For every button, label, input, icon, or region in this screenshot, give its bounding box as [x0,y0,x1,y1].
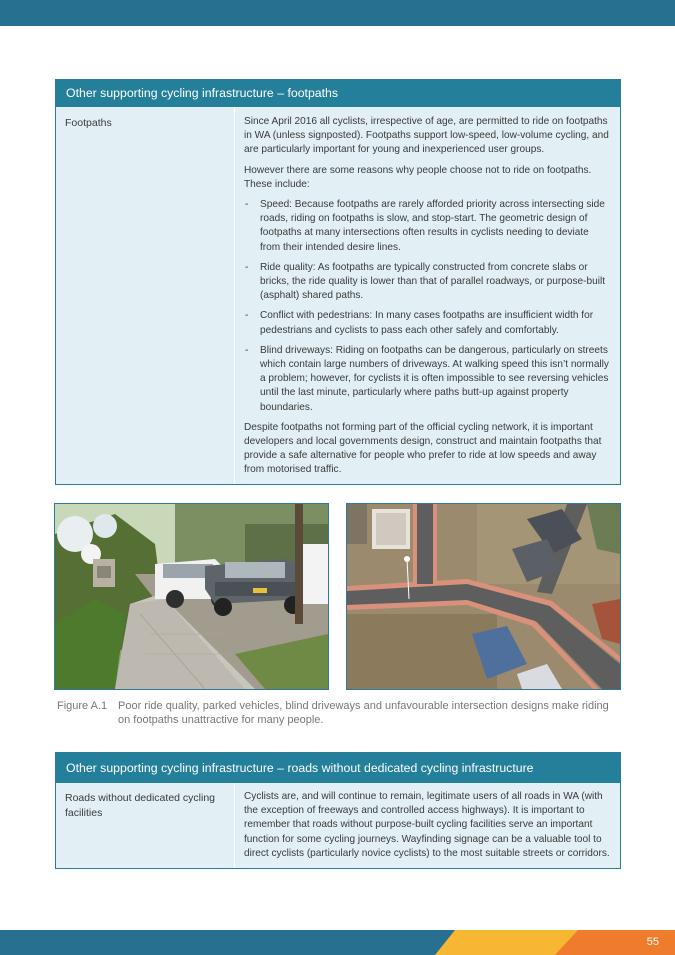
footpaths-row [56,107,620,484]
footpaths-row-label: Footpaths [56,107,235,484]
roads-row-content [235,783,620,868]
figure-caption-text: Poor ride quality, parked vehicles, blind driveways and unfavourable intersection designs make riding on footpaths unattractive for many people. [118,700,609,726]
reason-pedestrian-conflict: - Conflict with pedestrians: In many cases footpaths are insufficient width for pedestrians and cyclists to pass each other safely and comfortably. [244,309,610,337]
footpaths-table-header: Other supporting cycling infrastructure – footpaths [56,80,620,107]
reasons-list [244,198,610,415]
footpaths-row-content [235,107,620,484]
top-banner [0,0,675,26]
roads-row [56,783,620,868]
photo-footpath-parked-cars [54,503,329,690]
roads-table-header: Other supporting cycling infrastructure – roads without dedicated cycling infrastructure [56,753,620,783]
reason-blind-driveways: - Blind driveways: Riding on footpaths can be dangerous, particularly on streets which contain large numbers of driveways. At walking speed this isn’t normally a problem; however, for cyclists it is often impossible to see reversing vehicles until the last minute, particularly where paths butt-up against property boundaries. [244,344,610,415]
reason-ride-quality: - Ride quality: As footpaths are typically constructed from concrete slabs or bricks, the ride quality is lower than that of parallel roadways, or purpose-built (asphalt) shared paths. [244,261,610,304]
footer-banner [0,930,675,955]
footpaths-table [55,79,621,485]
page-number: 55 [646,936,659,948]
roads-row-label: Roads without dedicated cycling facilities [56,783,235,868]
reason-speed: - Speed: Because footpaths are rarely afforded priority across intersecting side roads, riding on footpaths is slow, and stop-start. The geometric design of footpaths at many intersections often results in cyclists needing to deviate from their intended desire lines. [244,198,610,255]
figure-caption [57,699,617,727]
figure-label: Figure A.1 [57,700,108,712]
roads-paragraph: Cyclists are, and will continue to remain, legitimate users of all roads in WA (with the exception of freeways and controlled access highways). It is important to remember that roads without purpose-built cycling facilities serve an important function for some cycling journeys. Wayfinding signage can be a valuable tool to direct cyclists (particularly novice cyclists) to the most suitable streets or corridors. [244,791,610,859]
footpaths-conclusion-paragraph: Despite footpaths not forming part of the official cycling network, it is important developers and local governments design, construct and maintain footpaths that provide a safe alternative for people who prefer to ride at low speeds and away from motorised traffic. [244,421,602,476]
roads-table [55,752,621,869]
footpaths-reasons-paragraph: However there are some reasons why people choose not to ride on footpaths. These include: [244,164,592,190]
photo-aerial-intersection [346,503,621,690]
footpaths-intro-paragraph: Since April 2016 all cyclists, irrespective of age, are permitted to ride on footpaths in WA (unless signposted). Footpaths support low-speed, low-volume cycling, and are particularly important for young and inexperienced user groups. [244,116,609,156]
